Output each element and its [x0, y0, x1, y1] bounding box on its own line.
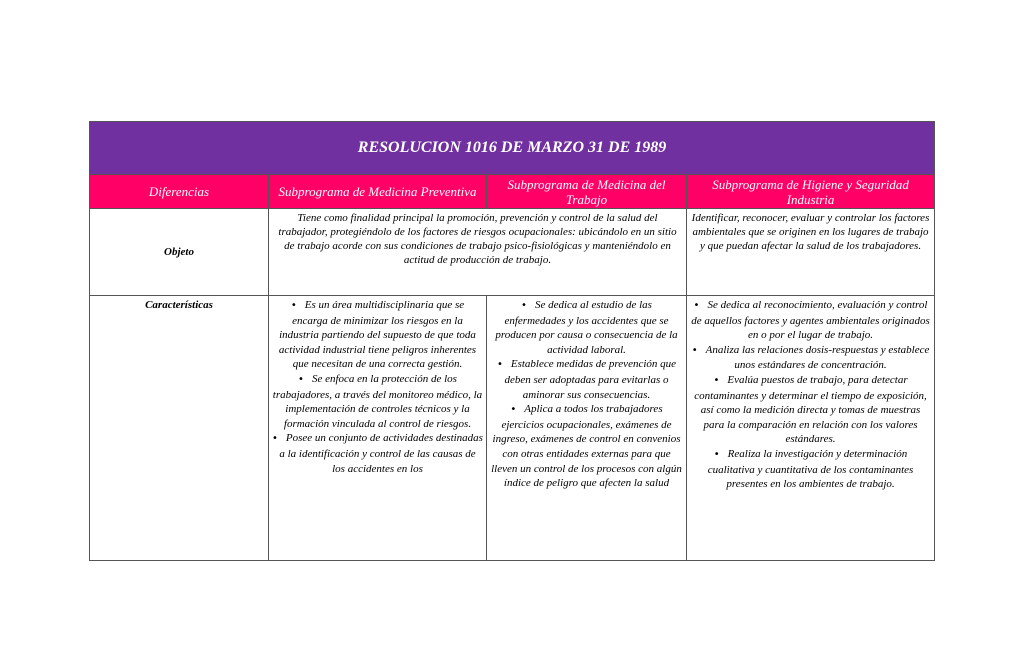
objeto-hygiene-cell — [687, 209, 935, 296]
objeto-label: Objeto — [90, 209, 269, 296]
caracteristicas-hygiene-cell — [687, 296, 935, 561]
caracteristicas-preventive-list — [272, 296, 483, 476]
list-item: • Aplica a todos los trabajadores ejercicios ocupacionales, exámenes de ingreso, exámenes de control en convenios con otras entidades externas para que lleven un control de los procesos con algún índice de peligro que afecten la salud — [490, 402, 683, 491]
document-title: RESOLUCION 1016 DE MARZO 31 DE 1989 — [90, 122, 935, 175]
header-preventive-medicine: Subprograma de Medicina Preventiva — [269, 175, 487, 209]
caracteristicas-preventive-cell — [269, 296, 487, 561]
list-item: • Se enfoca en la protección de los trabajadores, a través del monitoreo médico, la implementación de controles técnicos y la formación vinculada al control de riesgos. — [272, 372, 483, 431]
caracteristicas-work-cell — [487, 296, 687, 561]
objeto-merged-text: Tiene como finalidad principal la promoción, prevención y control de la salud del trabajador, protegiéndolo de los factores de riesgos ocupacionales: ubicándolo en un sitio de trabajo acorde con sus condiciones de trabajo psico-fisiológicas y manteniéndolo en actitud de producción de trabajo. — [278, 212, 677, 266]
comparison-table — [89, 121, 935, 561]
list-item: • Es un área multidisciplinaria que se encarga de minimizar los riesgos en la industria partiendo del supuesto de que toda actividad industrial tiene peligros inherentes que necesitan de una correcta gestión. — [272, 298, 483, 372]
objeto-row — [90, 209, 935, 296]
caracteristicas-row — [90, 296, 935, 561]
list-item: • Evalúa puestos de trabajo, para detectar contaminantes y determinar el tiempo de exposición, así como la medición directa y tomas de muestras para la comparación en relación con los valores estándares. — [690, 373, 931, 447]
list-item: • Establece medidas de prevención que deben ser adoptadas para evitarlas o aminorar sus consecuencias. — [490, 357, 683, 402]
list-item: • Realiza la investigación y determinación cualitativa y cuantitativa de los contaminantes presentes en los ambientes de trabajo. — [690, 447, 931, 492]
caracteristicas-hygiene-list — [690, 296, 931, 492]
header-work-medicine: Subprograma de Medicina del Trabajo — [487, 175, 687, 209]
caracteristicas-work-list — [490, 296, 683, 491]
objeto-merged-cell — [269, 209, 687, 296]
objeto-hygiene-text: Identificar, reconocer, evaluar y controlar los factores ambientales que se originen en los lugares de trabajo y que puedan afectar la salud de los trabajadores. — [691, 212, 930, 252]
header-differences: Diferencias — [90, 175, 269, 209]
header-industrial-hygiene: Subprograma de Higiene y Seguridad Industria — [687, 175, 935, 209]
list-item: • Analiza las relaciones dosis-respuestas y establece unos estándares de concentración. — [690, 343, 931, 373]
caracteristicas-label: Características — [90, 296, 269, 561]
list-item: • Posee un conjunto de actividades destinadas a la identificación y control de las causas de los accidentes en los — [272, 431, 483, 476]
title-row — [90, 122, 935, 175]
header-row — [90, 175, 935, 209]
list-item: • Se dedica al reconocimiento, evaluación y control de aquellos factores y agentes ambientales originados en o por el lugar de trabajo. — [690, 298, 931, 343]
list-item: • Se dedica al estudio de las enfermedades y los accidentes que se producen por causa o consecuencia de la actividad laboral. — [490, 298, 683, 357]
